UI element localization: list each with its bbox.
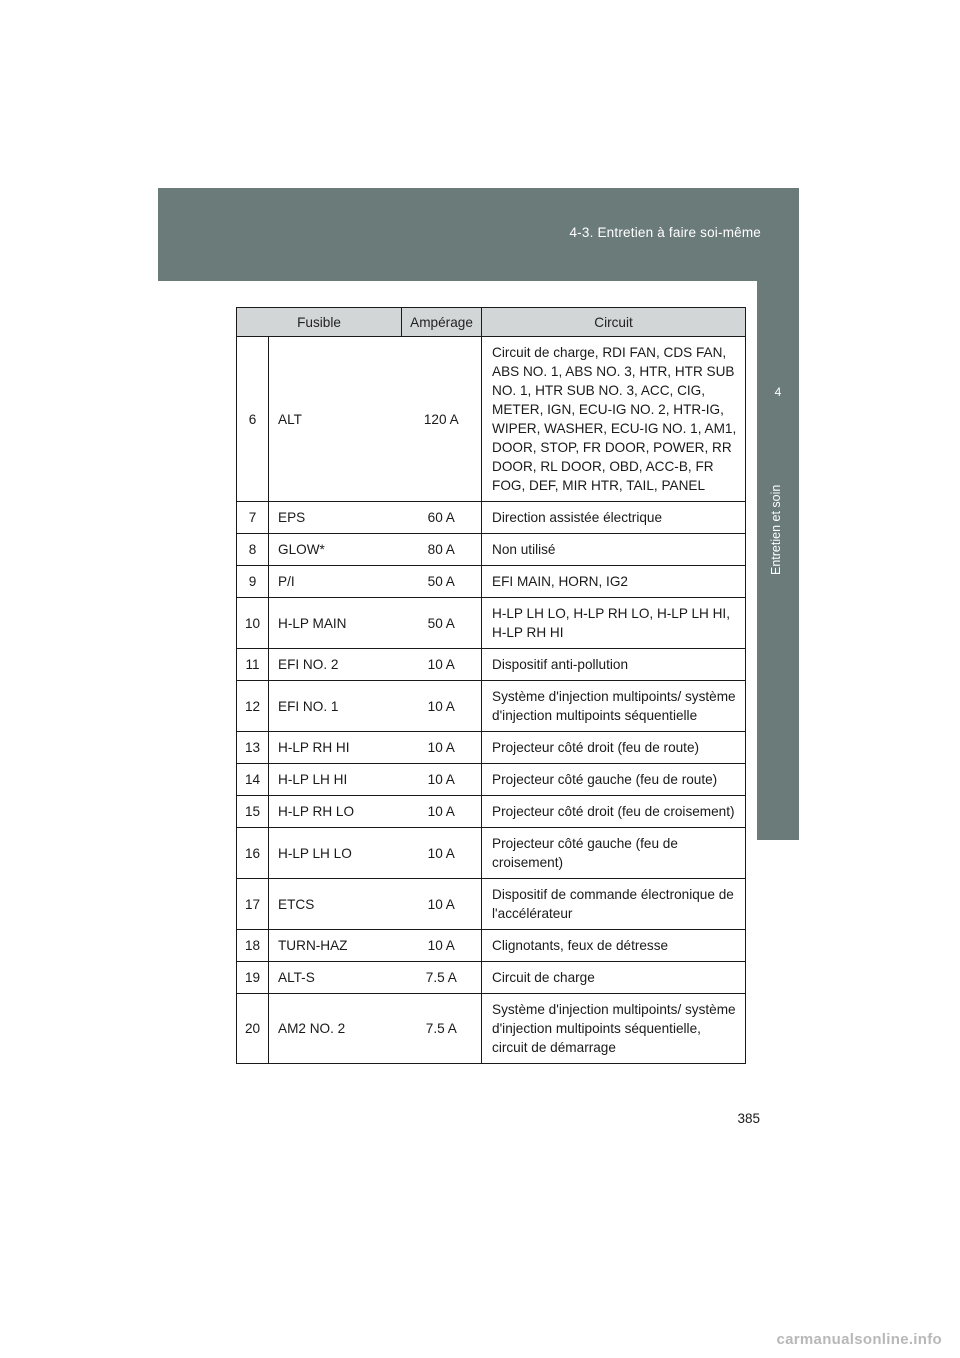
table-row [237, 566, 746, 598]
fuse-name: EFI NO. 2 [269, 649, 402, 681]
table-row [237, 598, 746, 649]
table-row [237, 930, 746, 962]
table-row [237, 681, 746, 732]
fuse-amperage: 10 A [402, 649, 482, 681]
fuse-name: H-LP LH LO [269, 828, 402, 879]
fuse-amperage: 7.5 A [402, 994, 482, 1064]
fuse-number: 14 [237, 764, 269, 796]
fuse-number: 7 [237, 502, 269, 534]
fuse-amperage: 80 A [402, 534, 482, 566]
fuse-circuit: Projecteur côté droit (feu de route) [482, 732, 746, 764]
fuse-number: 20 [237, 994, 269, 1064]
column-header-amperage: Ampérage [402, 308, 482, 337]
fuse-name: H-LP MAIN [269, 598, 402, 649]
fuse-number: 10 [237, 598, 269, 649]
fuse-number: 6 [237, 337, 269, 502]
section-header-band [158, 188, 799, 281]
fuse-amperage: 60 A [402, 502, 482, 534]
fuse-amperage: 10 A [402, 732, 482, 764]
fuse-name: ALT-S [269, 962, 402, 994]
table-row [237, 502, 746, 534]
fuse-circuit: Projecteur côté gauche (feu de route) [482, 764, 746, 796]
fuse-number: 13 [237, 732, 269, 764]
chapter-name: Entretien et soin [769, 484, 783, 575]
fuse-name: H-LP RH HI [269, 732, 402, 764]
fuse-amperage: 10 A [402, 879, 482, 930]
table-row [237, 994, 746, 1064]
fuse-circuit: Dispositif de commande électronique de l'accélérateur [482, 879, 746, 930]
fuse-name: ETCS [269, 879, 402, 930]
chapter-side-tab [757, 281, 799, 840]
table-row [237, 534, 746, 566]
fuse-circuit: EFI MAIN, HORN, IG2 [482, 566, 746, 598]
fuse-number: 16 [237, 828, 269, 879]
chapter-number: 4 [774, 385, 782, 399]
column-header-fuse: Fusible [237, 308, 402, 337]
table-row [237, 764, 746, 796]
fuse-amperage: 50 A [402, 598, 482, 649]
fuse-circuit: Projecteur côté gauche (feu de croisement) [482, 828, 746, 879]
fuse-name: TURN-HAZ [269, 930, 402, 962]
table-row [237, 649, 746, 681]
fuse-name: AM2 NO. 2 [269, 994, 402, 1064]
fuse-circuit: Non utilisé [482, 534, 746, 566]
fuse-amperage: 120 A [402, 337, 482, 502]
fuse-amperage: 50 A [402, 566, 482, 598]
fuse-circuit: Circuit de charge, RDI FAN, CDS FAN, ABS NO. 1, ABS NO. 3, HTR, HTR SUB NO. 1, HTR SUB NO. 3, ACC, CIG, METER, IGN, ECU-IG NO. 2, HTR-IG, WIPER, WASHER, ECU-IG NO. 1, AM1, DOOR, STOP, FR DOOR, POWER, RR DOOR, RL DOOR, OBD, ACC-B, FR FOG, DEF, MIR HTR, TAIL, PANEL [482, 337, 746, 502]
fuse-amperage: 10 A [402, 828, 482, 879]
fuse-number: 11 [237, 649, 269, 681]
table-row [237, 337, 746, 502]
fuse-number: 19 [237, 962, 269, 994]
fuse-circuit: Système d'injection multipoints/ système d'injection multipoints séquentielle [482, 681, 746, 732]
fuse-name: P/I [269, 566, 402, 598]
fuse-number: 8 [237, 534, 269, 566]
fuse-amperage: 10 A [402, 796, 482, 828]
table-row [237, 962, 746, 994]
fuse-table [236, 307, 746, 1064]
fuse-name: ALT [269, 337, 402, 502]
watermark: carmanualsonline.info [776, 1331, 942, 1348]
fuse-circuit: H-LP LH LO, H-LP RH LO, H-LP LH HI, H-LP RH HI [482, 598, 746, 649]
fuse-amperage: 10 A [402, 681, 482, 732]
fuse-name: EPS [269, 502, 402, 534]
fuse-circuit: Système d'injection multipoints/ système d'injection multipoints séquentielle, circuit de démarrage [482, 994, 746, 1064]
fuse-circuit: Direction assistée électrique [482, 502, 746, 534]
fuse-name: H-LP LH HI [269, 764, 402, 796]
fuse-amperage: 7.5 A [402, 962, 482, 994]
fuse-circuit: Projecteur côté droit (feu de croisement) [482, 796, 746, 828]
table-row [237, 732, 746, 764]
fuse-table-body [237, 337, 746, 1064]
fuse-number: 17 [237, 879, 269, 930]
column-header-circuit: Circuit [482, 308, 746, 337]
fuse-name: EFI NO. 1 [269, 681, 402, 732]
fuse-name: H-LP RH LO [269, 796, 402, 828]
page-number: 385 [737, 1111, 760, 1126]
table-row [237, 796, 746, 828]
fuse-table-header [237, 308, 746, 337]
fuse-name: GLOW* [269, 534, 402, 566]
fuse-number: 18 [237, 930, 269, 962]
fuse-amperage: 10 A [402, 930, 482, 962]
fuse-number: 9 [237, 566, 269, 598]
fuse-number: 12 [237, 681, 269, 732]
fuse-amperage: 10 A [402, 764, 482, 796]
table-row [237, 828, 746, 879]
fuse-number: 15 [237, 796, 269, 828]
fuse-circuit: Clignotants, feux de détresse [482, 930, 746, 962]
section-title: 4-3. Entretien à faire soi-même [569, 225, 761, 240]
fuse-circuit: Circuit de charge [482, 962, 746, 994]
fuse-circuit: Dispositif anti-pollution [482, 649, 746, 681]
table-row [237, 879, 746, 930]
